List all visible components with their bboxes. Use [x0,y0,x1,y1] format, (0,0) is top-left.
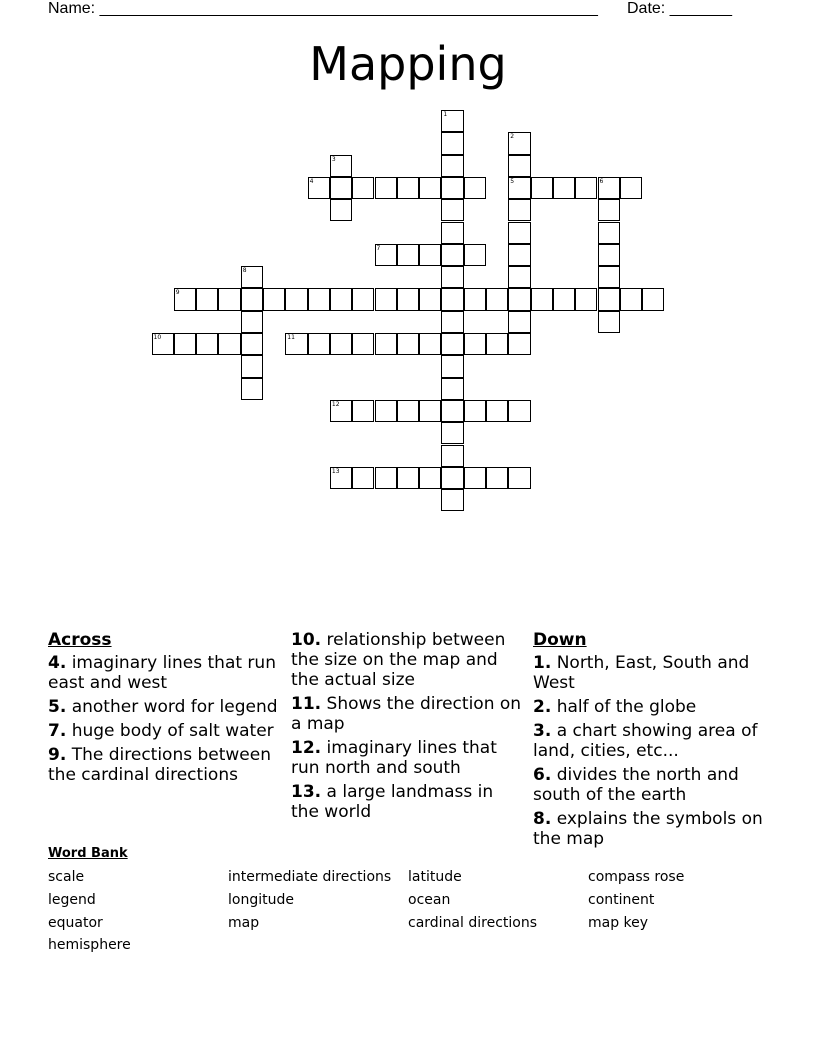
clue-number: 5 [510,177,515,185]
crossword-cell[interactable] [330,155,352,177]
crossword-cell[interactable] [330,333,352,355]
crossword-cell[interactable] [419,400,441,422]
crossword-cell[interactable] [218,333,240,355]
crossword-cell[interactable] [308,333,330,355]
crossword-cell[interactable] [464,467,486,489]
word-bank-item: longitude [228,892,294,908]
clue-down-3: 3. a chart showing area of land, cities, etc... [533,721,758,761]
crossword-cell[interactable] [575,177,597,199]
crossword-cell[interactable] [441,311,463,333]
down-clues-column [533,630,765,853]
crossword-cell[interactable] [441,288,463,310]
crossword-cell[interactable] [553,177,575,199]
word-bank-item: legend [48,892,96,908]
crossword-cell[interactable] [441,400,463,422]
crossword-cell[interactable] [285,333,307,355]
crossword-cell[interactable] [419,177,441,199]
crossword-cell[interactable] [441,244,463,266]
crossword-cell[interactable] [620,288,642,310]
crossword-cell[interactable] [441,422,463,444]
crossword-cell[interactable] [241,355,263,377]
crossword-cell[interactable] [419,244,441,266]
crossword-cell[interactable] [508,132,530,154]
word-bank-item: hemisphere [48,937,131,953]
clue-number: 2 [510,133,515,141]
crossword-cell[interactable] [620,177,642,199]
word-bank-item: ocean [408,892,451,908]
crossword-cell[interactable] [464,177,486,199]
word-bank-item: latitude [408,869,462,885]
crossword-cell[interactable] [196,333,218,355]
crossword-cell[interactable] [352,288,374,310]
crossword-cell[interactable] [553,288,575,310]
down-heading: Down [533,630,587,650]
crossword-cell[interactable] [375,288,397,310]
crossword-cell[interactable] [174,288,196,310]
crossword-cell[interactable] [508,467,530,489]
word-bank-item: continent [588,892,655,908]
crossword-cell[interactable] [642,288,664,310]
clue-down-1: 1. North, East, South and West [533,653,750,693]
crossword-cell[interactable] [598,266,620,288]
crossword-cell[interactable] [441,222,463,244]
crossword-cell[interactable] [375,467,397,489]
crossword-cell[interactable] [486,467,508,489]
word-bank-item: map [228,915,260,931]
crossword-cell[interactable] [598,244,620,266]
crossword-cell[interactable] [352,400,374,422]
crossword-cell[interactable] [419,333,441,355]
crossword-cell[interactable] [598,311,620,333]
word-bank-item: map key [588,915,649,931]
crossword-cell[interactable] [486,288,508,310]
crossword-cell[interactable] [152,333,174,355]
crossword-cell[interactable] [598,199,620,221]
crossword-cell[interactable] [241,311,263,333]
crossword-cell[interactable] [464,400,486,422]
word-bank-item: equator [48,915,103,931]
crossword-cell[interactable] [508,311,530,333]
word-bank-item: cardinal directions [408,915,538,931]
crossword-cell[interactable] [575,288,597,310]
crossword-cell[interactable] [598,288,620,310]
clue-across-13: 13. a large landmass in the world [291,782,494,822]
crossword-cell[interactable] [441,155,463,177]
crossword-cell[interactable] [375,400,397,422]
word-bank-title: Word Bank [48,846,128,861]
crossword-cell[interactable] [508,333,530,355]
crossword-cell[interactable] [218,288,240,310]
clue-across-10: 10. relationship between the size on the map and the actual size [291,630,506,690]
crossword-cell[interactable] [441,266,463,288]
clue-down-6: 6. divides the north and south of the earth [533,765,739,805]
crossword-cell[interactable] [508,177,530,199]
crossword-cell[interactable] [486,400,508,422]
crossword-cell[interactable] [352,333,374,355]
crossword-cell[interactable] [241,333,263,355]
crossword-cell[interactable] [508,222,530,244]
clue-across-4: 4. imaginary lines that run east and west [48,653,276,693]
crossword-cell[interactable] [486,333,508,355]
crossword-cell[interactable] [330,199,352,221]
crossword-cell[interactable] [508,400,530,422]
clue-across-9: 9. The directions between the cardinal directions [48,745,271,785]
page-title: Mapping [309,37,507,91]
crossword-cell[interactable] [419,288,441,310]
crossword-cell[interactable] [441,445,463,467]
clue-across-5: 5. another word for legend [48,697,278,717]
crossword-cell[interactable] [419,467,441,489]
clue-number: 13 [331,467,340,475]
crossword-cell[interactable] [441,177,463,199]
crossword-cell[interactable] [441,333,463,355]
crossword-cell[interactable] [464,288,486,310]
crossword-cell[interactable] [464,244,486,266]
crossword-cell[interactable] [441,355,463,377]
crossword-cell[interactable] [531,177,553,199]
across-clues-continued [291,630,523,826]
clue-number: 8 [242,267,247,275]
word-bank-item: scale [48,869,85,885]
crossword-cell[interactable] [330,288,352,310]
crossword-cell[interactable] [375,333,397,355]
crossword-cell[interactable] [352,467,374,489]
clue-number: 9 [175,289,180,297]
crossword-cell[interactable] [598,222,620,244]
crossword-cell[interactable] [598,177,620,199]
crossword-cell[interactable] [464,333,486,355]
crossword-cell[interactable] [241,378,263,400]
crossword-cell[interactable] [508,244,530,266]
crossword-cell[interactable] [441,132,463,154]
crossword-cell[interactable] [375,177,397,199]
crossword-cell[interactable] [531,288,553,310]
clue-number: 6 [599,177,604,185]
crossword-cell[interactable] [352,177,374,199]
clue-across-12: 12. imaginary lines that run north and south [291,738,497,778]
crossword-cell[interactable] [308,288,330,310]
crossword-cell[interactable] [441,467,463,489]
crossword-cell[interactable] [508,288,530,310]
crossword-cell[interactable] [397,467,419,489]
clue-number: 12 [331,400,340,408]
crossword-cell[interactable] [397,333,419,355]
crossword-cell[interactable] [441,110,463,132]
crossword-cell[interactable] [174,333,196,355]
crossword-cell[interactable] [241,288,263,310]
crossword-cell[interactable] [330,400,352,422]
clue-across-7: 7. huge body of salt water [48,721,274,741]
crossword-cell[interactable] [508,266,530,288]
clue-number: 1 [443,111,448,118]
crossword-cell[interactable] [508,155,530,177]
crossword-cell[interactable] [441,378,463,400]
crossword-cell[interactable] [397,400,419,422]
crossword-cell[interactable] [397,244,419,266]
crossword-cell[interactable] [241,266,263,288]
clue-number: 11 [287,334,295,341]
clue-number: 4 [309,177,314,185]
clue-number: 3 [331,155,336,163]
crossword-cell[interactable] [285,288,307,310]
crossword-cell[interactable] [397,177,419,199]
crossword-cell[interactable] [375,244,397,266]
across-clues-column [48,630,280,789]
crossword-cell[interactable] [441,489,463,511]
name-field: Name: ________________________________________________________ [48,0,598,17]
crossword-cell[interactable] [330,177,352,199]
crossword-cell[interactable] [397,288,419,310]
clue-down-2: 2. half of the globe [533,697,697,717]
clue-number: 7 [376,244,381,252]
crossword-cell[interactable] [330,467,352,489]
word-bank-item: compass rose [588,869,685,885]
crossword-cell[interactable] [308,177,330,199]
across-heading: Across [48,630,112,650]
crossword-cell[interactable] [263,288,285,310]
word-bank-item: intermediate directions [228,869,392,885]
date-field: Date: _______ [627,0,732,17]
clue-number: 10 [153,334,162,341]
crossword-cell[interactable] [441,199,463,221]
crossword-cell[interactable] [196,288,218,310]
crossword-cell[interactable] [508,199,530,221]
clue-across-11: 11. Shows the direction on a map [291,694,522,734]
clue-down-8: 8. explains the symbols on the map [533,809,763,849]
